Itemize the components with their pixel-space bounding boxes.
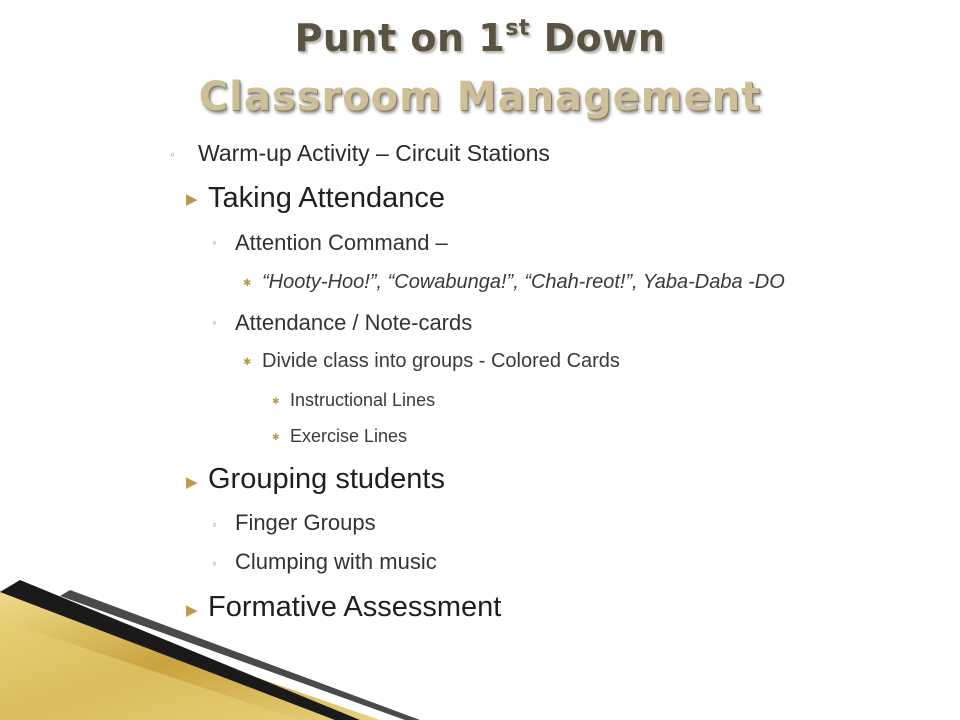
dot-bullet-icon: ✱ (243, 357, 252, 368)
arrow-bullet-icon: ▶ (186, 474, 198, 491)
bullet-warm-up: Warm-up Activity – Circuit Stations (198, 140, 550, 166)
slide-subtitle: Classroom Management (198, 74, 762, 120)
circle-bullet-icon: ◦ (212, 234, 217, 250)
bullet-clumping-music: Clumping with music (235, 549, 437, 574)
bullet-grouping-students: Grouping students (208, 463, 445, 495)
decorative-swoosh (0, 580, 960, 720)
bullet-instructional-lines: Instructional Lines (290, 390, 436, 410)
dot-bullet-icon: ✱ (272, 396, 280, 406)
bullet-attendance-note-cards: Attendance / Note-cards (235, 310, 473, 335)
bullet-formative-assessment: Formative Assessment (208, 591, 502, 623)
circle-bullet-icon: ◦ (212, 516, 217, 532)
bullet-exercise-lines: Exercise Lines (290, 426, 408, 446)
dot-bullet-icon: ✱ (272, 432, 280, 442)
arrow-bullet-icon: ▶ (186, 191, 198, 208)
bullet-divide-class: Divide class into groups - Colored Cards (262, 350, 620, 372)
circle-bullet-icon: ◦ (170, 146, 175, 162)
bullet-taking-attendance: Taking Attendance (208, 182, 446, 214)
bullet-attention-phrases: “Hooty-Hoo!”, “Cowabunga!”, “Chah-reot!”, Yaba-Daba -DO (262, 271, 785, 293)
arrow-bullet-icon: ▶ (186, 602, 198, 619)
bullet-finger-groups: Finger Groups (235, 510, 376, 535)
circle-bullet-icon: ◦ (212, 314, 217, 330)
bullet-attention-command: Attention Command – (235, 230, 448, 255)
circle-bullet-icon: ◦ (212, 555, 217, 571)
slide-title: Punt on 1st Down (294, 16, 666, 60)
dot-bullet-icon: ✱ (243, 278, 252, 289)
